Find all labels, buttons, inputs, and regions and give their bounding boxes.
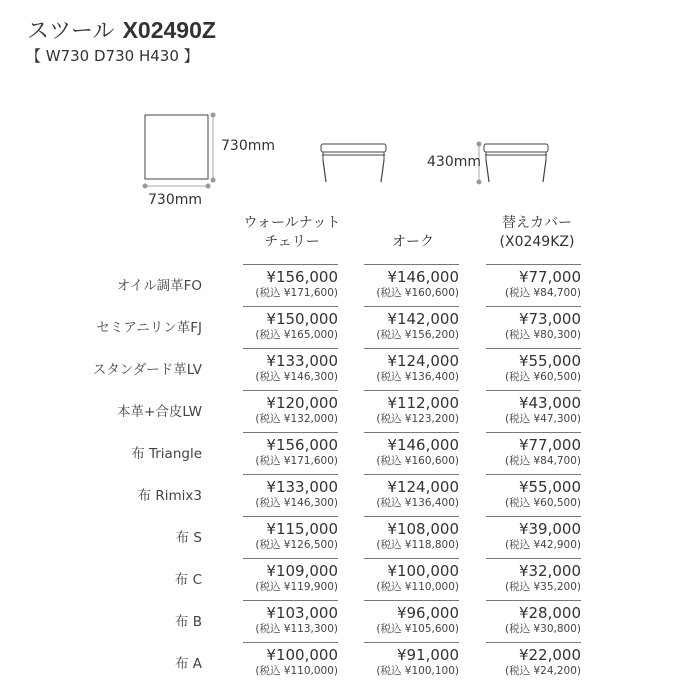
table-row — [0, 390, 700, 432]
price: ¥142,000 — [387, 310, 459, 328]
price-cell — [243, 348, 338, 389]
price: ¥73,000 — [518, 310, 581, 328]
price-with-tax: (税込 ¥136,400) — [376, 371, 459, 383]
price-with-tax: (税込 ¥113,300) — [255, 623, 338, 635]
front-view-stool — [321, 144, 386, 182]
price-cell — [486, 432, 581, 473]
width-label: 730mm — [148, 192, 202, 208]
price-with-tax: (税込 ¥60,500) — [505, 371, 581, 383]
price-with-tax: (税込 ¥146,300) — [255, 371, 338, 383]
price-with-tax: (税込 ¥118,800) — [376, 539, 459, 551]
table-row — [0, 600, 700, 642]
price-with-tax: (税込 ¥146,300) — [255, 497, 338, 509]
side-view-stool — [484, 144, 548, 182]
column-header-walnut-cherry — [232, 214, 352, 252]
table-row — [0, 474, 700, 516]
price-cell — [243, 306, 338, 347]
price-cell — [364, 642, 459, 683]
price-with-tax: (税込 ¥110,000) — [376, 581, 459, 593]
stool-dimension-diagram — [0, 0, 700, 215]
product-code: X02490Z — [122, 17, 216, 43]
price-with-tax: (税込 ¥60,500) — [505, 497, 581, 509]
product-dimensions: 【 W730 D730 H430 】 — [26, 47, 199, 65]
price-cell — [486, 642, 581, 683]
column-header-line1: ウォールナット — [243, 215, 341, 231]
table-row — [0, 348, 700, 390]
price: ¥100,000 — [387, 562, 459, 580]
table-row — [0, 516, 700, 558]
price-cell — [486, 390, 581, 431]
price-with-tax: (税込 ¥132,000) — [255, 413, 338, 425]
price-cell — [486, 516, 581, 557]
price-cell — [364, 390, 459, 431]
price-with-tax: (税込 ¥171,600) — [255, 287, 338, 299]
price: ¥55,000 — [518, 352, 581, 370]
table-row — [0, 432, 700, 474]
table-row — [0, 306, 700, 348]
price-cell — [364, 600, 459, 641]
price-cell — [243, 264, 338, 305]
row-label: 布 C — [174, 572, 202, 588]
price: ¥77,000 — [518, 436, 581, 454]
price-with-tax: (税込 ¥160,600) — [376, 455, 459, 467]
price-with-tax: (税込 ¥160,600) — [376, 287, 459, 299]
row-label: オイル調革FO — [116, 278, 202, 294]
price: ¥150,000 — [266, 310, 338, 328]
price: ¥115,000 — [266, 520, 338, 538]
price-cell — [364, 474, 459, 515]
price-cell — [243, 642, 338, 683]
price-cell — [486, 474, 581, 515]
price-with-tax: (税込 ¥126,500) — [255, 539, 338, 551]
column-header-line2: チェリー — [264, 234, 320, 250]
price: ¥124,000 — [387, 478, 459, 496]
price-with-tax: (税込 ¥84,700) — [505, 287, 581, 299]
price-cell — [364, 306, 459, 347]
price-cell — [486, 348, 581, 389]
price: ¥22,000 — [518, 646, 581, 664]
price: ¥91,000 — [396, 646, 459, 664]
price-cell — [243, 474, 338, 515]
price-with-tax: (税込 ¥100,100) — [376, 665, 459, 677]
column-header-replacement-cover — [477, 214, 597, 252]
price: ¥43,000 — [518, 394, 581, 412]
price-cell — [243, 558, 338, 599]
product-name: スツール — [27, 19, 115, 44]
price: ¥156,000 — [266, 268, 338, 286]
column-header-line1 — [353, 214, 473, 233]
price: ¥55,000 — [518, 478, 581, 496]
price-with-tax: (税込 ¥24,200) — [505, 665, 581, 677]
price: ¥32,000 — [518, 562, 581, 580]
table-row — [0, 642, 700, 684]
price-with-tax: (税込 ¥47,300) — [505, 413, 581, 425]
price-cell — [364, 348, 459, 389]
price-with-tax: (税込 ¥165,000) — [255, 329, 338, 341]
price-with-tax: (税込 ¥119,900) — [255, 581, 338, 593]
price-cell — [243, 390, 338, 431]
row-label: 布 Rimix3 — [137, 488, 202, 504]
price-cell — [243, 516, 338, 557]
top-view-square — [145, 115, 208, 179]
price-cell — [364, 558, 459, 599]
price-with-tax: (税込 ¥80,300) — [505, 329, 581, 341]
height-label: 430mm — [427, 154, 481, 170]
price: ¥133,000 — [266, 478, 338, 496]
column-header-line2: オーク — [392, 234, 434, 250]
price: ¥39,000 — [518, 520, 581, 538]
price-with-tax: (税込 ¥84,700) — [505, 455, 581, 467]
price-with-tax: (税込 ¥30,800) — [505, 623, 581, 635]
price-cell — [364, 516, 459, 557]
price: ¥146,000 — [387, 436, 459, 454]
price-with-tax: (税込 ¥156,200) — [376, 329, 459, 341]
row-label: 本革+合皮LW — [117, 404, 202, 420]
table-row — [0, 558, 700, 600]
price-cell — [364, 432, 459, 473]
price: ¥124,000 — [387, 352, 459, 370]
price-with-tax: (税込 ¥42,900) — [505, 539, 581, 551]
row-label: 布 B — [174, 614, 202, 630]
row-label: 布 S — [175, 530, 202, 546]
price: ¥109,000 — [266, 562, 338, 580]
price-with-tax: (税込 ¥35,200) — [505, 581, 581, 593]
column-header-line2: (X0249KZ) — [499, 234, 575, 250]
price-with-tax: (税込 ¥105,600) — [376, 623, 459, 635]
column-header-line1: 替えカバー — [502, 215, 572, 231]
price: ¥120,000 — [266, 394, 338, 412]
row-label: スタンダード革LV — [92, 362, 202, 378]
depth-label: 730mm — [221, 138, 275, 154]
price-with-tax: (税込 ¥123,200) — [376, 413, 459, 425]
row-label: セミアニリン革FJ — [96, 320, 202, 336]
price: ¥108,000 — [387, 520, 459, 538]
column-header-oak — [353, 214, 473, 252]
price: ¥28,000 — [518, 604, 581, 622]
price-cell — [486, 264, 581, 305]
price: ¥112,000 — [387, 394, 459, 412]
price: ¥133,000 — [266, 352, 338, 370]
price: ¥100,000 — [266, 646, 338, 664]
price-cell — [364, 264, 459, 305]
price-cell — [486, 306, 581, 347]
price-cell — [486, 600, 581, 641]
row-label: 布 A — [174, 656, 202, 672]
price-with-tax: (税込 ¥110,000) — [255, 665, 338, 677]
price: ¥96,000 — [396, 604, 459, 622]
price-cell — [486, 558, 581, 599]
price: ¥77,000 — [518, 268, 581, 286]
price: ¥156,000 — [266, 436, 338, 454]
price-with-tax: (税込 ¥136,400) — [376, 497, 459, 509]
table-row — [0, 264, 700, 306]
price-cell — [243, 432, 338, 473]
price: ¥146,000 — [387, 268, 459, 286]
price-cell — [243, 600, 338, 641]
price-with-tax: (税込 ¥171,600) — [255, 455, 338, 467]
price: ¥103,000 — [266, 604, 338, 622]
row-label: 布 Triangle — [131, 446, 202, 462]
